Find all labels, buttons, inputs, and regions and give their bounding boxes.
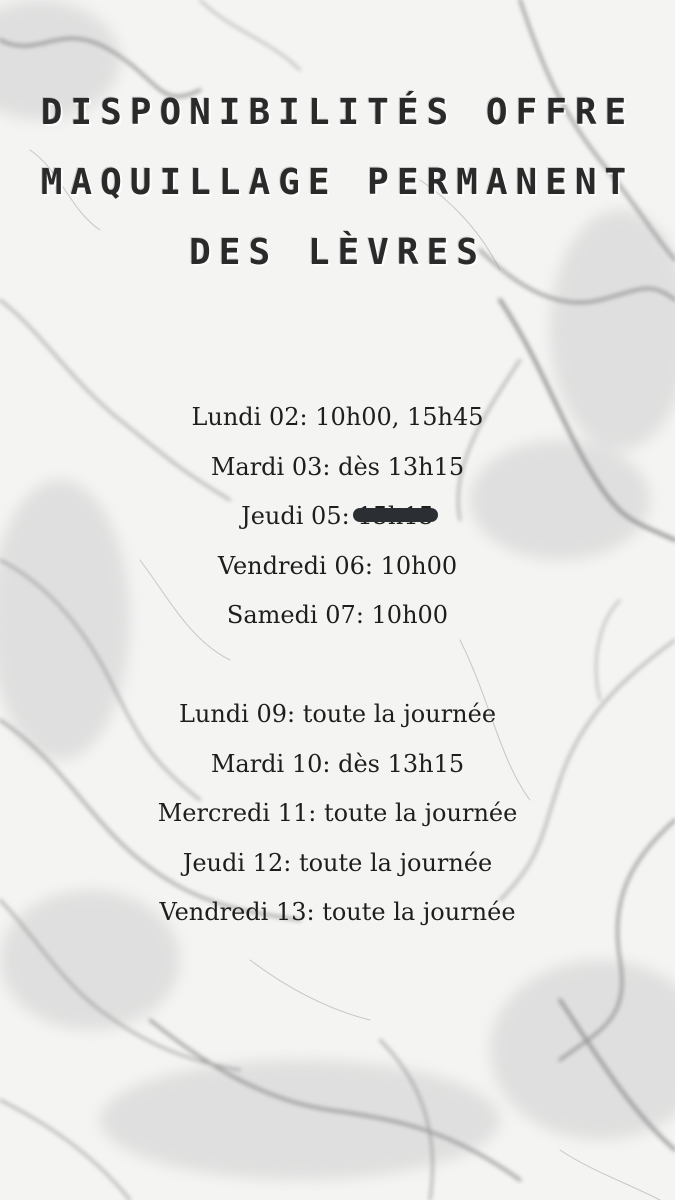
- schedule-item: Vendredi 13: toute la journée: [159, 898, 516, 926]
- schedule-item: Mardi 03: dès 13h15: [210, 452, 465, 481]
- redacted-time: [357, 492, 434, 542]
- schedule-item: Lundi 09: toute la journée: [178, 700, 497, 728]
- title-line-2: MAQUILLAGE PERMANENT: [40, 162, 635, 203]
- scribble-mark: [353, 508, 438, 522]
- schedule-item: Mercredi 11: toute la journée: [157, 799, 518, 827]
- schedule-week-2: [0, 690, 675, 938]
- title-line-1: DISPONIBILITÉS OFFRE: [40, 92, 635, 133]
- schedule-item: Jeudi 12: toute la journée: [182, 848, 493, 877]
- schedule-day: Jeudi 05:: [241, 502, 350, 530]
- schedule-item: Lundi 02: 10h00, 15h45: [191, 403, 484, 431]
- schedule-item: Vendredi 06: 10h00: [217, 551, 458, 580]
- schedule-item: Mardi 10: dès 13h15: [210, 749, 465, 778]
- title-line-3: DES LÈVRES: [189, 232, 486, 273]
- schedule-item-crossed-out: [0, 492, 675, 542]
- schedule-item: Samedi 07: 10h00: [226, 601, 449, 629]
- schedule-week-1: [0, 393, 675, 641]
- page-title: [0, 78, 675, 288]
